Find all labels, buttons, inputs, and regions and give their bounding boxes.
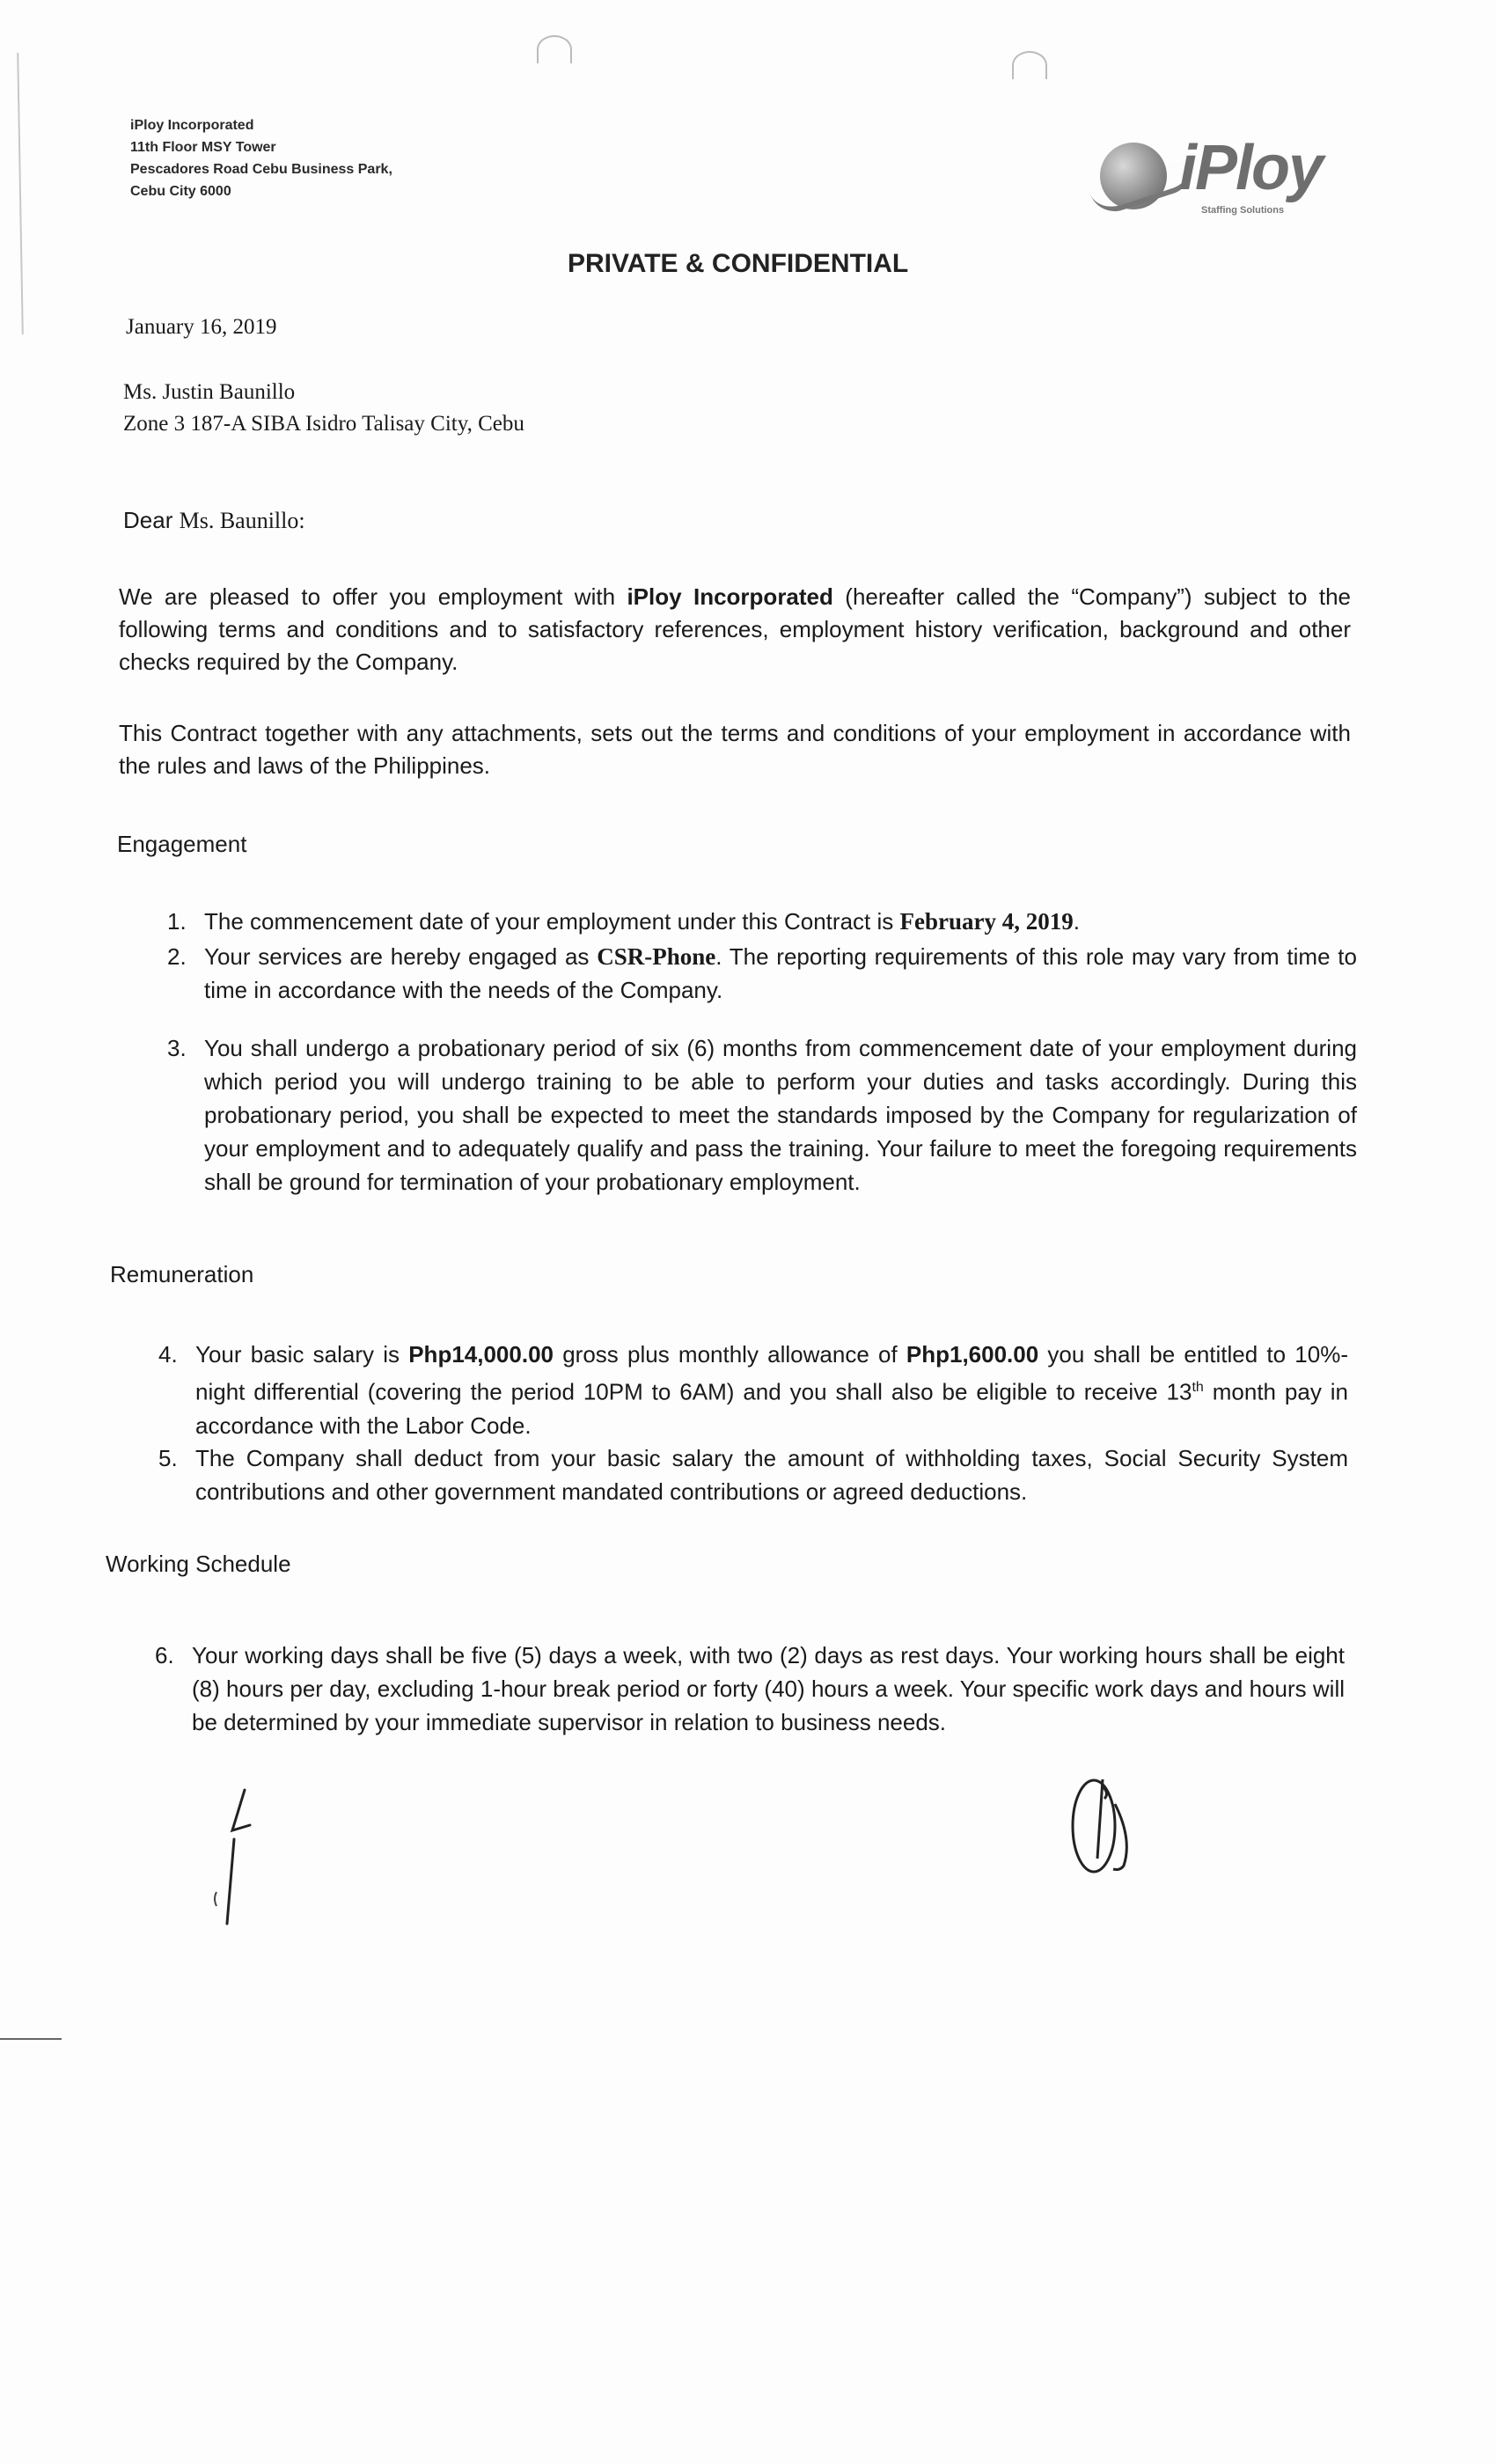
clause-item xyxy=(167,940,1357,1007)
company-name: iPloy Incorporated xyxy=(627,583,833,610)
clause-item xyxy=(155,1639,1345,1739)
intro-text: (hereafter called the “Company”) subject to the following terms and conditions and to satisfactory references, employment history verification, background and other checks required by the Company. xyxy=(119,583,1351,675)
letter-date: January 16, 2019 xyxy=(126,315,277,339)
recipient-address: Zone 3 187-A SIBA Isidro Talisay City, Cebu xyxy=(123,412,524,436)
job-position: CSR-Phone xyxy=(597,943,716,970)
clause-text: month pay in accordance with the Labor Code. xyxy=(195,1378,1348,1439)
clause-text: You shall undergo a probationary period of six (6) months from commencement date of your employment during which period you will undergo training to be able to perform your duties and tasks accordingly. During this probationary period, you shall be expected to meet the standards imposed by the Company for regularization of your employment and to adequately qualify and pass the training. Your failure to meet the foregoing requirements shall be ground for termination of your probationary employment. xyxy=(204,1035,1357,1195)
intro-text: We are pleased to offer you employment with xyxy=(119,583,627,610)
logo-wordmark: iPloy xyxy=(1179,133,1323,203)
logo-tagline: Staffing Solutions xyxy=(1201,205,1285,216)
clause-item xyxy=(158,1441,1348,1508)
scan-edge-artifact xyxy=(0,2038,62,2040)
clause-number: 5. xyxy=(158,1445,178,1471)
clause-text: Your services are hereby engaged as xyxy=(204,943,598,970)
monthly-allowance: Php1,600.00 xyxy=(906,1341,1039,1368)
commencement-date: February 4, 2019 xyxy=(899,908,1074,935)
hole-punch-mark xyxy=(1012,51,1047,79)
salutation xyxy=(123,507,305,534)
clause-text: The Company shall deduct from your basic salary the amount of withholding taxes, Social Security System contributions and other government mandated contributions or agreed deductions. xyxy=(195,1445,1348,1505)
clause-text: . xyxy=(1073,908,1080,935)
clause-text: you shall be entitled to 10%-night differential (covering the period 10PM to 6AM) and you shall also be eligible to receive 13 xyxy=(195,1341,1349,1405)
clause-text: gross plus monthly allowance of xyxy=(554,1341,906,1368)
salutation-name: Ms. Baunillo: xyxy=(179,508,305,533)
classification-heading: PRIVATE & CONFIDENTIAL xyxy=(568,249,909,278)
section-heading-working-schedule: Working Schedule xyxy=(106,1551,291,1577)
clause-number: 1. xyxy=(167,908,187,935)
clause-number: 2. xyxy=(167,943,187,970)
clause-item xyxy=(158,1338,1349,1442)
section-heading-remuneration: Remuneration xyxy=(110,1261,254,1287)
salutation-prefix: Dear xyxy=(123,507,180,533)
sender-line: iPloy Incorporated xyxy=(130,118,254,133)
sender-line: 11th Floor MSY Tower xyxy=(130,140,276,155)
signature-initial-left xyxy=(202,1786,273,1927)
clause-item xyxy=(167,905,1357,938)
clause-item xyxy=(167,1031,1357,1199)
signature-initial-right xyxy=(1052,1778,1148,1883)
clause-text: . The reporting requirements of this role may vary from time to time in accordance with the needs of the Company. xyxy=(204,943,1357,1003)
clause-number: 4. xyxy=(158,1341,178,1368)
clause-number: 3. xyxy=(167,1035,187,1061)
clause-text: Your working days shall be five (5) days a week, with two (2) days as rest days. Your working hours shall be eight (8) hours per day, excluding 1-hour break period or forty (40) hours a week. Your specific work days and hours will be determined by your immediate supervisor in relation to business needs. xyxy=(192,1642,1345,1735)
ordinal-suffix: th xyxy=(1192,1380,1204,1395)
sender-line: Pescadores Road Cebu Business Park, xyxy=(130,162,392,177)
hole-punch-mark xyxy=(537,35,572,63)
scan-edge-artifact xyxy=(17,53,24,334)
recipient-name: Ms. Justin Baunillo xyxy=(123,380,296,404)
company-logo xyxy=(1091,132,1355,220)
clause-text: The commencement date of your employment under this Contract is xyxy=(204,908,900,935)
clause-number: 6. xyxy=(155,1642,174,1668)
section-heading-engagement: Engagement xyxy=(117,831,247,857)
contract-paragraph: This Contract together with any attachments, sets out the terms and conditions of your employment in accordance with the rules and laws of the Philippines. xyxy=(119,720,1351,779)
recipient-block xyxy=(123,377,524,440)
basic-salary: Php14,000.00 xyxy=(408,1341,554,1368)
intro-paragraph xyxy=(119,581,1351,678)
sender-address xyxy=(130,114,392,202)
clause-text: Your basic salary is xyxy=(195,1341,409,1368)
sender-line: Cebu City 6000 xyxy=(130,184,231,199)
